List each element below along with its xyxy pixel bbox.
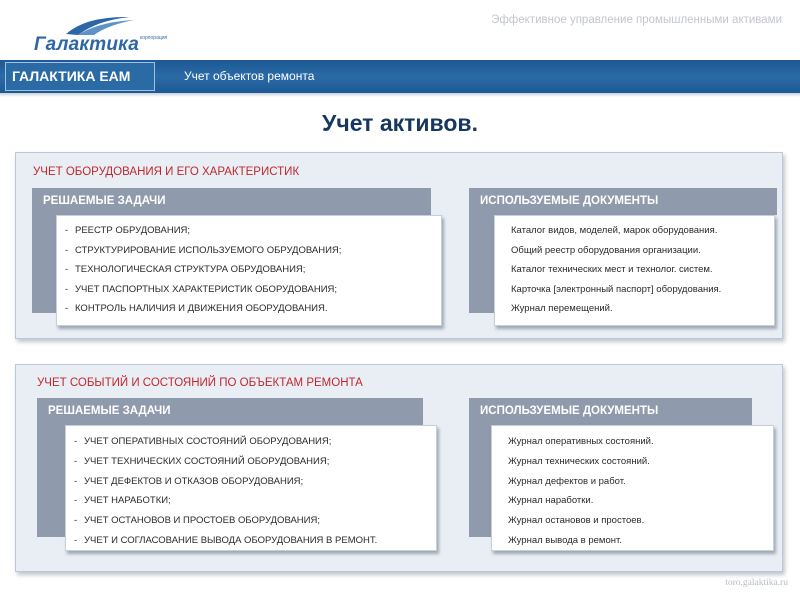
list-item bbox=[66, 511, 436, 531]
list-item-text: Каталог технических мест и технолог. систем. bbox=[511, 264, 713, 275]
docs-header-strip bbox=[469, 425, 491, 537]
list-item bbox=[57, 221, 441, 241]
list-item bbox=[495, 299, 774, 319]
list-item-text: Общий реестр оборудования организации. bbox=[511, 244, 701, 256]
list-item-text: Журнал оперативных состояний. bbox=[508, 436, 654, 447]
list-item-text: Журнал перемещений. bbox=[511, 303, 613, 314]
list-item-text: КОНТРОЛЬ НАЛИЧИЯ И ДВИЖЕНИЯ ОБОРУДОВАНИЯ. bbox=[75, 303, 328, 314]
list-item-text: Карточка [электронный паспорт] оборудования. bbox=[511, 283, 722, 295]
list-item bbox=[57, 280, 441, 300]
list-item bbox=[495, 221, 774, 241]
dash-bullet: - bbox=[74, 495, 78, 507]
section-label: Учет объектов ремонта bbox=[184, 69, 315, 83]
tasks-header-strip bbox=[37, 425, 65, 537]
block-title: УЧЕТ СОБЫТИЙ И СОСТОЯНИЙ ПО ОБЪЕКТАМ РЕМОНТА bbox=[37, 377, 363, 389]
page-title: Учет активов. bbox=[322, 110, 478, 136]
dash-bullet: - bbox=[74, 475, 78, 487]
dash-bullet: - bbox=[65, 283, 69, 295]
events-block bbox=[15, 364, 783, 572]
product-name-box: ГАЛАКТИКА ЕАМ bbox=[5, 62, 155, 91]
list-item-text: УЧЕТ ОПЕРАТИВНЫХ СОСТОЯНИЙ ОБОРУДОВАНИЯ; bbox=[84, 436, 332, 447]
list-item bbox=[492, 491, 773, 511]
list-item bbox=[57, 299, 441, 319]
list-item-text: СТРУКТУРИРОВАНИЕ ИСПОЛЬЗУЕМОГО ОБРУДОВАНИЯ; bbox=[75, 244, 342, 256]
list-item-text: УЧЕТ ПАСПОРТНЫХ ХАРАКТЕРИСТИК ОБОРУДОВАНИЯ; bbox=[75, 283, 338, 295]
list-item bbox=[492, 432, 773, 452]
list-item bbox=[66, 472, 436, 492]
tasks-list bbox=[66, 432, 436, 551]
footer-url[interactable]: toro.galaktika.ru bbox=[725, 578, 788, 588]
list-item bbox=[66, 432, 436, 452]
dash-bullet: - bbox=[65, 244, 69, 256]
galaktika-logo bbox=[34, 14, 168, 55]
list-item-text: УЧЕТ ОСТАНОВОВ И ПРОСТОЕВ ОБОРУДОВАНИЯ; bbox=[84, 515, 320, 527]
tasks-header: РЕШАЕМЫЕ ЗАДАЧИ bbox=[37, 398, 423, 425]
top-banner bbox=[0, 60, 800, 93]
list-item bbox=[492, 531, 773, 551]
list-item bbox=[495, 260, 774, 280]
docs-header-strip bbox=[469, 215, 494, 313]
list-item-text: Журнал остановов и простоев. bbox=[508, 515, 645, 527]
list-item bbox=[495, 280, 774, 300]
docs-header: ИСПОЛЬЗУЕМЫЕ ДОКУМЕНТЫ bbox=[469, 398, 752, 425]
docs-header: ИСПОЛЬЗУЕМЫЕ ДОКУМЕНТЫ bbox=[469, 188, 777, 215]
tasks-card bbox=[56, 215, 442, 326]
logo-swoosh-icon bbox=[64, 14, 136, 36]
list-item bbox=[492, 472, 773, 492]
tasks-card bbox=[65, 425, 437, 551]
equipment-block bbox=[15, 152, 783, 339]
list-item bbox=[57, 260, 441, 280]
dash-bullet: - bbox=[74, 515, 78, 527]
dash-bullet: - bbox=[65, 225, 69, 236]
list-item-text: Каталог видов, моделей, марок оборудования. bbox=[511, 225, 718, 236]
dash-bullet: - bbox=[74, 455, 78, 467]
dash-bullet: - bbox=[65, 303, 69, 314]
tasks-header: РЕШАЕМЫЕ ЗАДАЧИ bbox=[32, 188, 431, 215]
docs-list bbox=[492, 432, 773, 551]
list-item-text: УЧЕТ НАРАБОТКИ; bbox=[84, 495, 171, 507]
dash-bullet: - bbox=[74, 436, 78, 447]
list-item bbox=[66, 531, 436, 551]
logo-name: Галактика bbox=[34, 34, 139, 55]
list-item-text: ТЕХНОЛОГИЧЕСКАЯ СТРУКТУРА ОБРУДОВАНИЯ; bbox=[75, 264, 306, 275]
banner-shadow bbox=[0, 93, 800, 97]
list-item-text: УЧЕТ ТЕХНИЧЕСКИХ СОСТОЯНИЙ ОБОРУДОВАНИЯ; bbox=[84, 455, 330, 467]
list-item-text: УЧЕТ ДЕФЕКТОВ И ОТКАЗОВ ОБОРУДОВАНИЯ; bbox=[84, 475, 304, 487]
list-item-text: Журнал вывода в ремонт. bbox=[508, 534, 622, 546]
list-item bbox=[57, 241, 441, 261]
list-item-text: Журнал дефектов и работ. bbox=[508, 475, 626, 487]
list-item bbox=[492, 511, 773, 531]
list-item-text: РЕЕСТР ОБРУДОВАНИЯ; bbox=[75, 225, 191, 236]
list-item-text: Журнал технических состояний. bbox=[508, 455, 650, 467]
block-title: УЧЕТ ОБОРУДОВАНИЯ И ЕГО ХАРАКТЕРИСТИК bbox=[33, 166, 300, 178]
logo-corp-text: корпорация bbox=[140, 35, 168, 41]
dash-bullet: - bbox=[74, 534, 78, 546]
tasks-list bbox=[57, 221, 441, 319]
list-item bbox=[66, 491, 436, 511]
docs-list bbox=[495, 221, 774, 319]
list-item bbox=[495, 241, 774, 261]
dash-bullet: - bbox=[65, 264, 69, 275]
tagline: Эффективное управление промышленными активами bbox=[491, 14, 782, 26]
docs-card bbox=[491, 425, 774, 551]
docs-card bbox=[494, 215, 775, 326]
list-item-text: УЧЕТ И СОГЛАСОВАНИЕ ВЫВОДА ОБОРУДОВАНИЯ В РЕМОНТ. bbox=[84, 534, 378, 546]
list-item-text: Журнал наработки. bbox=[508, 495, 594, 507]
list-item bbox=[66, 452, 436, 472]
list-item bbox=[492, 452, 773, 472]
